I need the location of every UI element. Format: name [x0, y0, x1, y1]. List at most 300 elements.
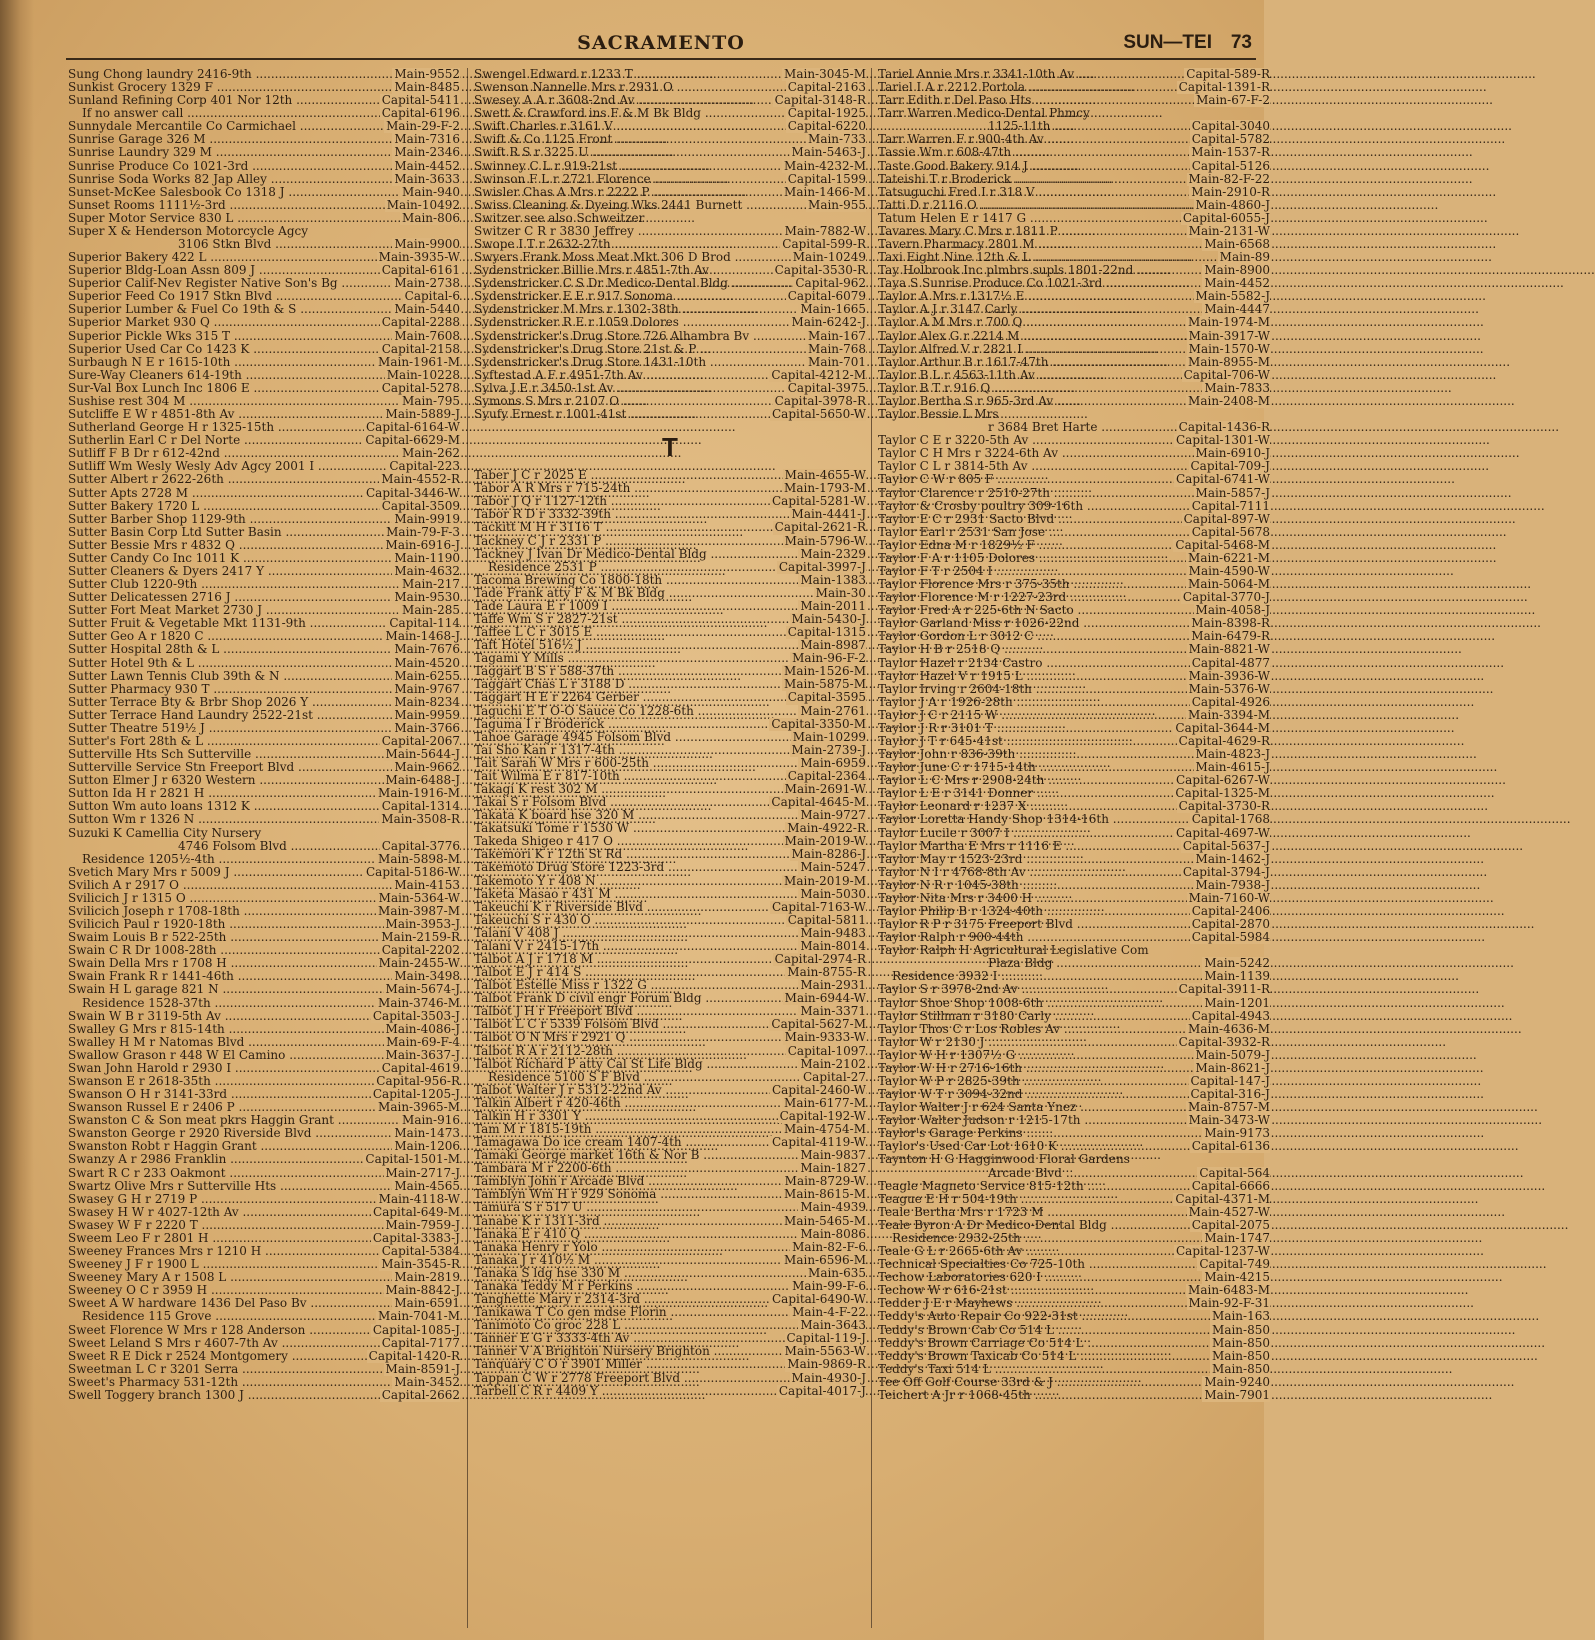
entry-name: Sutton Wm r 1326 N ..... [68, 813, 460, 826]
entry-name: Sutter Albert r 2622-26th ..... [68, 473, 460, 486]
entry-phone-number: Main-3545-R [381, 1257, 460, 1272]
entry-phone-number: Main-4232-M [784, 158, 866, 173]
entry-name: Sutter Club 1220-9th ..... [68, 578, 460, 591]
directory-entry [474, 718, 866, 731]
entry-phone-number: Capital-649-M [373, 1204, 460, 1219]
entry-phone-number: Capital-5126 [1191, 158, 1270, 173]
entry-phone-number: Capital-1436-R [1178, 420, 1270, 435]
entry-name: Taft Hotel 516½ J ..... [474, 639, 866, 652]
entry-name: Swasey G H r 2719 P ..... [68, 1193, 460, 1206]
entry-phone-number: Main-9900 [394, 237, 460, 252]
entry-name: Tai Sho Kan r 1317-4th ..... [474, 744, 866, 757]
entry-name: Swain Della Mrs r 1708 H ..... [68, 957, 460, 970]
entry-name: Tanaka S ldg hse 330 M ..... [474, 1267, 866, 1280]
entry-phone-number: Capital-4371-M [1175, 1191, 1270, 1206]
entry-phone-number: Main-5644-J [385, 747, 460, 762]
entry-phone-number: Main-6568 [1204, 237, 1270, 252]
entry-name: Taguchi E T O-O Sauce Co 1228-6th ..... [474, 705, 866, 718]
entry-name: Taste Good Bakery 914 J ..... [878, 160, 1270, 173]
directory-entry [878, 1180, 1270, 1193]
entry-name: Teddy's Brown Cab Co 514 L ..... [878, 1324, 1270, 1337]
directory-entry [474, 1267, 866, 1280]
entry-name: Swift R S r 3225 U ..... [474, 146, 866, 159]
entry-name: Technical Specialties Co 725-10th ..... [878, 1258, 1270, 1271]
entry-phone-number: Main-2931 [800, 978, 866, 993]
entry-name: Sutter's Fort 28th & L ..... [68, 735, 460, 748]
entry-name: Teale Byron A Dr Medico-Dental Bldg ..... [878, 1219, 1270, 1232]
entry-name: Residence 2932-25th ..... [878, 1232, 1270, 1245]
entry-phone-number: Capital-4877 [1191, 655, 1270, 670]
entry-name: Teddy's Brown Taxicab Co 514 L ..... [878, 1350, 1270, 1363]
entry-name: Svilich A r 2917 O ..... [68, 879, 460, 892]
entry-phone-number: Main-5898-M [378, 851, 460, 866]
entry-phone-number: Capital-7111 [1191, 498, 1270, 513]
entry-phone-number: Main-82-F-6 [792, 1239, 866, 1254]
entry-phone-number: Capital-6220 [787, 119, 866, 134]
entry-name: Tahoe Garage 4945 Folsom Blvd ..... [474, 731, 866, 744]
entry-name: Swan John Harold r 2930 I ..... [68, 1062, 460, 1075]
entry-name: Residence 2531 P ..... [474, 561, 866, 574]
entry-phone-number: Main-6944-W [784, 991, 866, 1006]
entry-phone-number: Capital-6055-J [1182, 210, 1270, 225]
entry-phone-number: Capital-2662 [381, 1387, 460, 1402]
entry-name: Techow Laboratories 620 I ..... [878, 1271, 1270, 1284]
directory-entry [878, 997, 1270, 1010]
entry-name: Tacoma Brewing Co 1800-18th ..... [474, 574, 866, 587]
entry-name: Swain H L garage 821 N ..... [68, 983, 460, 996]
entry-phone-number: Capital-1315 [787, 625, 866, 640]
entry-phone-number: Capital-6741-W [1176, 472, 1270, 487]
directory-entry [878, 1206, 1270, 1219]
entry-phone-number: Capital-1420-R [368, 1348, 460, 1363]
entry-name: Sydenstricker R E r 1059 Dolores ..... [474, 316, 866, 329]
entry-phone-number: Main-4860-J [1195, 197, 1270, 212]
entry-phone-number: Main-8755-R [787, 965, 866, 980]
directory-entry [878, 552, 1270, 565]
entry-name: Taguma I r Broderick ..... [474, 718, 866, 731]
entry-phone-number: Main-9173 [1204, 1126, 1270, 1141]
entry-name: Taylor C W r 805 F ..... [878, 473, 1270, 486]
entry-phone-number: Capital-599-R [782, 237, 866, 252]
entry-phone-number: Main-10228 [386, 367, 460, 382]
entry-name: Superior Used Car Co 1423 K ..... [68, 343, 460, 356]
entry-phone-number: Main-1961-M [378, 354, 460, 369]
entry-phone-number: Main-4655-W [784, 468, 866, 483]
entry-name: Swanston C & Son meat pkrs Haggin Grant ..... [68, 1114, 460, 1127]
entry-phone-number: Capital-2870 [1191, 917, 1270, 932]
entry-name: Taylor W r 2130 J ..... [878, 1036, 1270, 1049]
entry-name: Taylor N I r 4768-8th Av ..... [878, 866, 1270, 879]
entry-phone-number: Capital-2163 [787, 80, 866, 95]
entry-name: Swengel Edward r 1233 T ..... [474, 68, 866, 81]
entry-phone-number: Capital-5411 [381, 93, 460, 108]
entry-name: Talbot Estelle Miss r 1322 G ..... [474, 979, 866, 992]
entry-name: Taylor Martha E Mrs r 1116 E ..... [878, 840, 1270, 853]
entry-name: Tedder J E r Mayhews ..... [878, 1297, 1270, 1310]
entry-name: Tavern Pharmacy 2801 M ..... [878, 238, 1270, 251]
entry-name: Tarr Warren Medico-Dental Phmcy [878, 106, 1090, 121]
page-header [66, 30, 1256, 60]
entry-name: Sunkist Grocery 1329 F ..... [68, 81, 460, 94]
entry-name: Sydenstricker's Drug Store 726 Alhambra Bv ..... [474, 330, 866, 343]
directory-entry [878, 670, 1270, 683]
entry-name: Sutter Candy Co Inc 1011 K ..... [68, 552, 460, 565]
entry-phone-number: Capital-3383-J [372, 1230, 460, 1245]
directory-entry [878, 1376, 1270, 1389]
entry-name: Sutter Barber Shop 1129-9th ..... [68, 513, 460, 526]
entry-name: Sunrise Produce Co 1021-3rd ..... [68, 160, 460, 173]
entry-name: Sydenstricker E E r 917 Sonoma ..... [474, 290, 866, 303]
entry-name: Tamblyn Wm H r 929 Sonoma ..... [474, 1188, 866, 1201]
entry-name: Talbot Walter J r 5312-22nd Av ..... [474, 1084, 866, 1097]
entry-phone-number: Main-2019-M [784, 873, 866, 888]
entry-phone-number: Capital-4212-M [771, 367, 866, 382]
entry-name: Tackney C J r 2331 P ..... [474, 535, 866, 548]
entry-name: Talbot J H r Freeport Blvd ..... [474, 1005, 866, 1018]
entry-name: Sweeney Mary A r 1508 L ..... [68, 1271, 460, 1284]
entry-phone-number: Main-850 [1212, 1348, 1270, 1363]
directory-entry [474, 901, 866, 914]
entry-name: Superior Bakery 422 L ..... [68, 251, 460, 264]
directory-entry [68, 173, 460, 186]
directory-entry [878, 1219, 1270, 1232]
entry-name: Sutton Ida H r 2821 H ..... [68, 787, 460, 800]
directory-entry [68, 1337, 460, 1350]
entry-name: Swiss Cleaning & Dyeing Wks 2441 Burnett ..... [474, 199, 866, 212]
page-range-label: SUN—TEI [1123, 32, 1212, 53]
entry-name: Taylor S r 3978-2nd Av ..... [878, 983, 1270, 996]
directory-entry [68, 1180, 460, 1193]
entry-phone-number: Main-2819 [394, 1270, 460, 1285]
directory-entry [474, 1045, 866, 1058]
entry-phone-number: Capital-4119-W [772, 1135, 866, 1150]
directory-entry [878, 1036, 1270, 1049]
directory-entry [474, 888, 866, 901]
entry-phone-number: Main-285 [402, 603, 460, 618]
entry-name: Svilicich Joseph r 1708-18th ..... [68, 905, 460, 918]
listing-column-1 [68, 68, 460, 1628]
entry-phone-number: Capital-5384 [381, 1244, 460, 1259]
entry-name: Taylor Bertha S r 965-3rd Av ..... [878, 395, 1270, 408]
directory-entry [68, 1206, 460, 1219]
entry-name: Tanaka Teddy M r Perkins ..... [474, 1280, 866, 1293]
entry-name: Taylor J C r 2115 W ..... [878, 709, 1270, 722]
entry-phone-number: Main-4922-R [787, 821, 866, 836]
entry-phone-number: Main-1747 [1204, 1230, 1270, 1245]
entry-phone-number: Main-82-F-22 [1188, 171, 1270, 186]
directory-entry [68, 199, 460, 212]
entry-name: Taylor Fred A r 225-6th N Sacto ..... [878, 604, 1270, 617]
entry-phone-number: Main-9530 [394, 590, 460, 605]
entry-phone-number: Main-3452 [394, 1374, 460, 1389]
entry-name: Tay Holbrook Inc plmbrs supls 1801-22nd ..... [878, 264, 1270, 277]
entry-name: Taylor Edna M r 1829½ F ..... [878, 539, 1270, 552]
directory-entry [474, 1241, 866, 1254]
entry-phone-number: Capital-119-J [786, 1331, 866, 1346]
city-title: SACRAMENTO [577, 32, 745, 54]
entry-name: Tanner V A Brighton Nursery Brighton ..... [474, 1345, 866, 1358]
directory-entry [474, 561, 866, 574]
entry-phone-number: Main-4615-J [1195, 760, 1270, 775]
entry-phone-number: Main-2455-W [378, 956, 460, 971]
entry-phone-number: Main-3045-M [784, 67, 866, 81]
entry-name: Taylor Walter Judson r 1215-17th ..... [878, 1114, 1270, 1127]
entry-phone-number: Main-7938-J [1195, 877, 1270, 892]
directory-entry [68, 696, 460, 709]
directory-entry [474, 521, 866, 534]
entry-phone-number: Main-4520 [394, 655, 460, 670]
entry-name: Taylor Alfred V r 2821 I ..... [878, 343, 1270, 356]
entry-name: Svilicich J r 1315 O ..... [68, 892, 460, 905]
entry-name: Taylor Philip B r 1324-40th ..... [878, 905, 1270, 918]
entry-name: Taylor R P r 3175 Freeport Blvd ..... [878, 918, 1270, 931]
entry-phone-number: Main-1468-J [385, 629, 460, 644]
entry-phone-number: Main-2408-M [1188, 393, 1270, 408]
entry-name: Taxi Eight Nine 12th & L ..... [878, 251, 1270, 264]
entry-name: Tarr Edith r Del Paso Hts ..... [878, 94, 1270, 107]
entry-phone-number: Capital-3509 [381, 498, 460, 513]
entry-phone-number: Capital-962 [795, 276, 866, 291]
directory-entry [68, 827, 460, 840]
entry-phone-number: Main-4447 [1204, 302, 1270, 317]
entry-name: Sunset-McKee Salesbook Co 1318 J ..... [68, 186, 460, 199]
entry-phone-number: Main-5582-J [1195, 289, 1270, 304]
entry-phone-number: Capital-1599 [787, 171, 866, 186]
entry-name: Sutliff F B Dr r 612-42nd ..... [68, 447, 460, 460]
entry-phone-number: Capital-5278 [381, 380, 460, 395]
entry-phone-number: Main-7676 [394, 642, 460, 657]
entry-name: Techow W r 616-21st ..... [878, 1284, 1270, 1297]
entry-name: Sunset Rooms 1111½-3rd ..... [68, 199, 460, 212]
entry-name: Taynton H G Hagginwood Floral Gardens [878, 1152, 1130, 1167]
entry-name: Taylor Stillman r 3180 Carly ..... [878, 1010, 1270, 1023]
entry-phone-number: Main-9662 [394, 760, 460, 775]
entry-name: Tade Frank atty F & M Bk Bldg ..... [474, 587, 866, 600]
directory-entry [878, 160, 1270, 173]
entry-name: Talani V 408 J ..... [474, 927, 866, 940]
entry-name: Swain Frank R r 1441-46th ..... [68, 970, 460, 983]
directory-entry [68, 866, 460, 879]
directory-entry [474, 705, 866, 718]
directory-entry [878, 709, 1270, 722]
entry-phone-number: Main-916 [402, 1113, 460, 1128]
entry-name: Sutter Apts 2728 M ..... [68, 487, 460, 500]
entry-name: Superior Market 930 Q ..... [68, 316, 460, 329]
directory-entry [878, 853, 1270, 866]
entry-phone-number: Main-5465-M [784, 1213, 866, 1228]
entry-phone-number: Main-92-F-31 [1188, 1296, 1270, 1311]
entry-phone-number: Main-9240 [1204, 1374, 1270, 1389]
entry-name: Swanson O H r 3141-33rd ..... [68, 1088, 460, 1101]
entry-name: Talbot A J r 1718 M ..... [474, 953, 866, 966]
entry-name: Plaza Bldg ..... [878, 957, 1270, 970]
entry-name: Sunland Refining Corp 401 Nor 12th ..... [68, 94, 460, 107]
entry-phone-number: Main-3935-W [378, 250, 460, 265]
directory-entry [878, 330, 1270, 343]
entry-name: Taylor F T r 2504 I ..... [878, 565, 1270, 578]
entry-phone-number: Main-850 [1212, 1335, 1270, 1350]
entry-phone-number: Main-9483 [800, 925, 866, 940]
entry-name: Sunrise Garage 326 M ..... [68, 133, 460, 146]
entry-name: Sutter Bakery 1720 L ..... [68, 500, 460, 513]
entry-phone-number: Main-4823-J [1195, 747, 1270, 762]
entry-phone-number: Capital-2288 [381, 315, 460, 330]
entry-phone-number: Main-955 [808, 197, 866, 212]
entry-name: Sutterville Hts Sch Sutterville ..... [68, 748, 460, 761]
entry-name: Taylor Thos C r Los Robles Av ..... [878, 1023, 1270, 1036]
entry-phone-number: Main-6255 [394, 668, 460, 683]
directory-entry [68, 513, 460, 526]
entry-phone-number: Capital-3446-W [366, 485, 460, 500]
entry-phone-number: Capital-1097 [787, 1043, 866, 1058]
entry-phone-number: Capital-4697-W [1176, 825, 1270, 840]
entry-name: Swanson E r 2618-35th ..... [68, 1075, 460, 1088]
entry-phone-number: Main-4118-W [378, 1191, 460, 1206]
entry-phone-number: Capital-3978-R [774, 393, 866, 408]
directory-entry [878, 316, 1270, 329]
page-binding-shadow [0, 0, 34, 1640]
entry-phone-number: Capital-3975 [787, 380, 866, 395]
entry-phone-number: Capital-3503-J [372, 1008, 460, 1023]
entry-name: Talbot O N Mrs r 2921 Q ..... [474, 1031, 866, 1044]
directory-entry [474, 548, 866, 561]
entry-phone-number: Capital-7177 [381, 1335, 460, 1350]
entry-phone-number: Main-850 [1212, 1361, 1270, 1376]
entry-name: Sutter Pharmacy 930 T ..... [68, 683, 460, 696]
entry-phone-number: Main-2910-R [1191, 184, 1270, 199]
entry-phone-number: Main-4930-J [791, 1370, 866, 1385]
entry-phone-number: Capital-1237-W [1176, 1244, 1270, 1259]
directory-entry [878, 1337, 1270, 1350]
entry-phone-number: Main-217 [402, 577, 460, 592]
entry-phone-number: Main-3917-W [1188, 328, 1270, 343]
entry-name: Sutter Terrace Hand Laundry 2522-21st ..... [68, 709, 460, 722]
entry-name: Taylor C E r 3220-5th Av ..... [878, 434, 1270, 447]
entry-phone-number: Capital-6666 [1191, 1178, 1270, 1193]
entry-phone-number: Main-4452 [1204, 276, 1270, 291]
entry-name: Sutliff Wm Wesly Wesly Adv Agcy 2001 I ..... [68, 460, 460, 473]
directory-entry [878, 487, 1270, 500]
entry-name: Taggart Chas L r 3188 D ..... [474, 678, 866, 691]
entry-phone-number: Main-3965-M [378, 1100, 460, 1115]
entry-phone-number: Main-701 [808, 354, 866, 369]
entry-name: Teague E H r 504-19th ..... [878, 1193, 1270, 1206]
directory-entry [474, 914, 866, 927]
entry-name: Tamblyn John r Arcade Blvd ..... [474, 1175, 866, 1188]
directory-entry [68, 330, 460, 343]
entry-phone-number: Main-1139 [1204, 969, 1270, 984]
entry-name: Sweetman L C r 3201 Serra ..... [68, 1363, 460, 1376]
directory-entry [474, 1385, 866, 1398]
entry-phone-number: Main-8398-R [1191, 616, 1270, 631]
entry-name: Tabor A R Mrs r 715-24th ..... [474, 482, 866, 495]
entry-name: Taylor Ralph H Agricultural Legislative Com [878, 943, 1149, 958]
entry-phone-number: Main-5242 [1204, 956, 1270, 971]
directory-entry [878, 1350, 1270, 1363]
entry-name: Sutcliffe E W r 4851-8th Av ..... [68, 408, 460, 421]
entry-name: Talani V r 2415-17th ..... [474, 940, 866, 953]
entry-name: Residence 1205½-4th ..... [68, 853, 460, 866]
entry-phone-number: Capital-4926 [1191, 694, 1270, 709]
directory-entry [68, 1049, 460, 1062]
entry-phone-number: Main-3473-W [1188, 1113, 1270, 1128]
entry-phone-number: Capital-3932-R [1178, 1034, 1270, 1049]
entry-phone-number: Main-5064-M [1188, 577, 1270, 592]
directory-entry [878, 1167, 1270, 1180]
entry-name: Tam M r 1815-19th ..... [474, 1123, 866, 1136]
entry-name: Taylor A Mrs r 1317½ E ..... [878, 290, 1270, 303]
directory-entry [68, 683, 460, 696]
entry-phone-number: Main-3766 [394, 720, 460, 735]
entry-name: Taylor's Used Car Lot 1610 K ..... [878, 1140, 1270, 1153]
entry-phone-number: Main-8234 [394, 694, 460, 709]
entry-name: Svilicich Paul r 1920-18th ..... [68, 918, 460, 931]
entry-phone-number: Main-2159-R [381, 930, 460, 945]
entry-name: Talbot Richard P atty Cal St Life Bldg ..... [474, 1058, 866, 1071]
directory-entry [474, 173, 866, 186]
entry-phone-number: Capital-114 [389, 616, 460, 631]
entry-phone-number: Capital-1085-J [372, 1322, 460, 1337]
entry-phone-number: Main-5030 [800, 886, 866, 901]
entry-phone-number: Capital-7163-W [772, 899, 866, 914]
directory-entry [68, 657, 460, 670]
entry-name: Taylor Gordon L r 3012 C ..... [878, 630, 1270, 643]
entry-name: Sweeney Frances Mrs r 1210 H ..... [68, 1245, 460, 1258]
entry-phone-number: Main-1206 [394, 1139, 460, 1154]
entry-name: Sutter Cleaners & Dyers 2417 Y ..... [68, 565, 460, 578]
directory-entry [878, 1324, 1270, 1337]
entry-phone-number: Main-10299 [792, 729, 866, 744]
entry-phone-number: Capital-6079 [787, 289, 866, 304]
entry-name: Superior Pickle Wks 315 T ..... [68, 330, 460, 343]
directory-entry [474, 1358, 866, 1371]
entry-name: Sutter Terrace Bty & Brbr Shop 2026 Y ..... [68, 696, 460, 709]
entry-phone-number: Main-1570-W [1188, 341, 1270, 356]
entry-phone-number: Main-8086 [800, 1226, 866, 1241]
entry-name: Tanghette Mary r 2314-3rd ..... [474, 1293, 866, 1306]
directory-entry [878, 186, 1270, 199]
entry-phone-number: Main-7160-W [1188, 890, 1270, 905]
entry-name: Sweet R E Dick r 2524 Montgomery ..... [68, 1350, 460, 1363]
entry-name: Swain C R Dr 1008-28th ..... [68, 944, 460, 957]
entry-name: Swesey A A r 3608-2nd Av ..... [474, 94, 866, 107]
entry-phone-number: Main-29-F-2 [386, 119, 460, 134]
entry-name: Taylor H B r 2518 Q ..... [878, 643, 1270, 656]
entry-phone-number: Capital-6490-W [772, 1292, 866, 1307]
entry-name: Takemoto Y r 408 N ..... [474, 875, 866, 888]
entry-phone-number: Capital-1391-R [1178, 80, 1270, 95]
entry-name: Sweeney J F r 1900 L ..... [68, 1258, 460, 1271]
entry-name: Taylor John r 836-39th ..... [878, 748, 1270, 761]
entry-phone-number: Main-99-F-6 [792, 1278, 866, 1293]
entry-name: Swinney C L r 919-21st ..... [474, 160, 866, 173]
entry-phone-number: Main-6242-J [791, 315, 866, 330]
entry-phone-number: Main-2739-J [791, 742, 866, 757]
entry-phone-number: Main-2691-W [784, 781, 866, 796]
entry-name: Teddy's Auto Repair Co 922-31st ..... [878, 1310, 1270, 1323]
directory-entry [68, 709, 460, 722]
entry-name: Takatsuki Tome r 1530 W ..... [474, 822, 866, 835]
entry-phone-number: Main-5889-J [385, 407, 460, 422]
entry-name: Residence 3932 I ..... [878, 970, 1270, 983]
directory-entry [878, 146, 1270, 159]
entry-name: Taylor Ralph r 900-44th ..... [878, 931, 1270, 944]
entry-phone-number: Main-4939 [800, 1200, 866, 1215]
entry-phone-number: Main-7608 [394, 328, 460, 343]
entry-phone-number: Capital-4943 [1191, 1008, 1270, 1023]
entry-phone-number: Main-9869-R [787, 1357, 866, 1372]
directory-entry [878, 343, 1270, 356]
